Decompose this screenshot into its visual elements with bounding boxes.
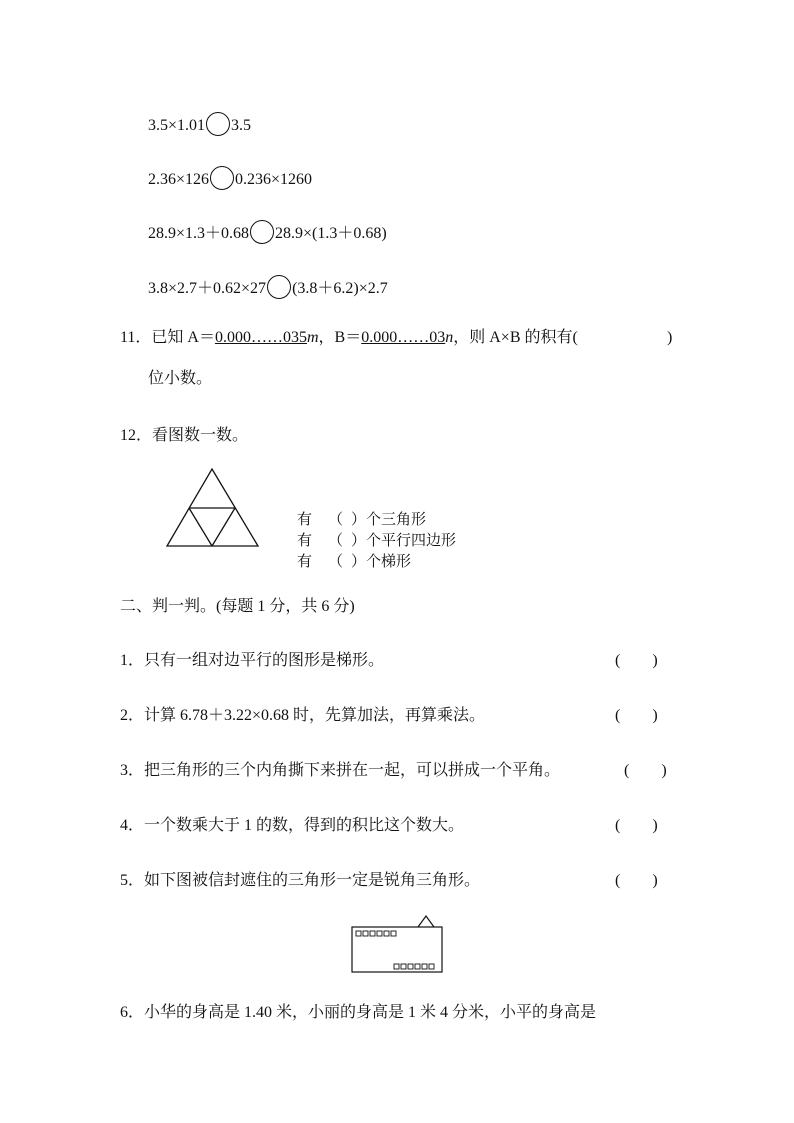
answer-prefix: 有 <box>297 531 313 549</box>
count-answer-triangles <box>297 509 426 530</box>
item-text: 把三角形的三个内角撕下来拼在一起，可以拼成一个平角。 <box>144 762 561 779</box>
answer-blank-close[interactable]: ） <box>351 510 367 528</box>
answer-suffix: 个梯形 <box>366 552 412 570</box>
answer-prefix: 有 <box>297 552 313 570</box>
item-number: 2． <box>120 707 145 724</box>
item-number: 3． <box>120 762 145 779</box>
var-n: n <box>445 329 454 346</box>
answer-circle[interactable] <box>267 275 291 299</box>
answer-blank-close[interactable]: ） <box>351 531 367 549</box>
answer-circle[interactable] <box>250 220 274 244</box>
item-text: 一个数乘大于 1 的数，得到的积比这个数大。 <box>144 817 465 834</box>
item-number: 6． <box>120 1004 145 1021</box>
item-number: 1． <box>120 652 145 669</box>
item-text: 小华的身高是 1.40 米，小丽的身高是 1 米 4 分米，小平的身高是 <box>144 1004 597 1021</box>
judge-item <box>120 705 485 727</box>
answer-circle[interactable] <box>210 166 234 190</box>
answer-prefix: 有 <box>297 510 313 528</box>
judge-item <box>120 760 560 782</box>
answer-blank-open[interactable]: （ <box>328 531 344 549</box>
count-answer-trapezoids <box>297 551 411 572</box>
answer-paren[interactable]: ( ) <box>615 817 658 834</box>
answer-blank-close[interactable]: ） <box>351 552 367 570</box>
number-a: 0.000……035 <box>214 329 307 346</box>
item-text: 只有一组对边平行的图形是梯形。 <box>144 652 385 669</box>
comparison-left: 2.36×126 <box>148 171 210 188</box>
comparison-row <box>148 220 387 245</box>
comparison-row <box>148 275 388 300</box>
judge-item <box>120 815 464 837</box>
comparison-left: 28.9×1.3＋0.68 <box>148 225 250 242</box>
question-number: 11． <box>120 329 152 346</box>
question-11-line2: 位小数。 <box>148 370 213 387</box>
item-text: 计算 6.78＋3.22×0.68 时，先算加法，再算乘法。 <box>144 707 486 724</box>
answer-paren[interactable]: ( ) <box>615 652 658 669</box>
item-text: 如下图被信封遮住的三角形一定是锐角三角形。 <box>144 872 481 889</box>
question-11 <box>120 327 578 349</box>
answer-paren-close[interactable]: ) <box>667 329 673 346</box>
judge-item <box>120 1002 596 1024</box>
comparison-row <box>148 112 251 137</box>
comparison-right: (3.8＋6.2)×2.7 <box>292 280 388 297</box>
question-text: 已知 A＝ <box>151 329 215 346</box>
question-12-title: 12．看图数一数。 <box>120 427 249 444</box>
answer-paren[interactable]: ( ) <box>615 707 658 724</box>
answer-paren[interactable]: ( ) <box>615 872 658 889</box>
answer-blank-open[interactable]: （ <box>328 510 344 528</box>
answer-suffix: 个三角形 <box>366 510 427 528</box>
triangle-figure <box>166 468 260 548</box>
judge-item <box>120 650 384 672</box>
question-text: ，则 A×B 的积有( <box>453 329 578 346</box>
comparison-right: 28.9×(1.3＋0.68) <box>275 225 387 242</box>
comparison-row <box>148 166 312 191</box>
comparison-left: 3.8×2.7＋0.62×27 <box>148 280 267 297</box>
comparison-right: 3.5 <box>231 117 252 134</box>
envelope-figure <box>350 913 444 975</box>
section-heading: 二、判一判。(每题 1 分，共 6 分) <box>120 598 355 615</box>
item-number: 4． <box>120 817 145 834</box>
answer-paren[interactable]: ( ) <box>624 762 667 779</box>
question-text: ，B＝ <box>318 329 362 346</box>
answer-blank-open[interactable]: （ <box>328 552 344 570</box>
comparison-left: 3.5×1.01 <box>148 117 206 134</box>
number-b: 0.000……03 <box>361 329 446 346</box>
judge-item <box>120 870 480 892</box>
var-m: m <box>306 329 319 346</box>
count-answer-parallelograms <box>297 530 456 551</box>
item-number: 5． <box>120 872 145 889</box>
answer-circle[interactable] <box>206 112 230 136</box>
answer-suffix: 个平行四边形 <box>366 531 457 549</box>
comparison-right: 0.236×1260 <box>235 171 313 188</box>
